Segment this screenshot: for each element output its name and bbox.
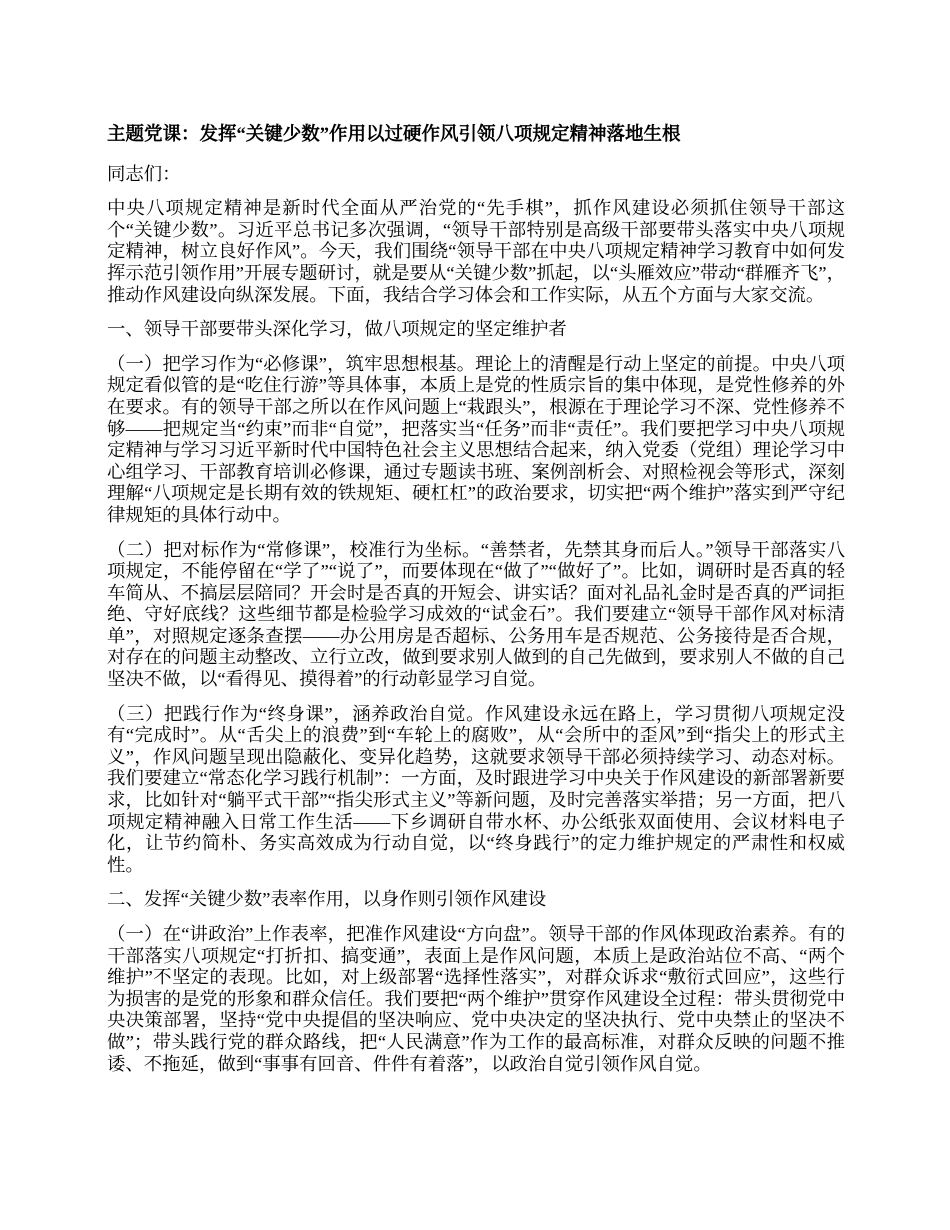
section-1-paragraph-2: （二）把对标作为“常修课”，校准行为坐标。“善禁者，先禁其身而后人。”领导干部落实八项规定，不能停留在“学了”“说了”，而要体现在“做了”“做好了”。比如，调研时是否真的轻车简从、不搞层层陪同？开会时是否真的开短会、讲实话？面对礼品礼金时是否真的严词拒绝、守好底线？这些细节都是检验学习成效的“试金石”。我们要建立“领导干部作风对标清单”，对照规定逐条查摆——办公用房是否超标、公务用车是否规范、公务接待是否合规，对存在的问题主动整改、立行立改，做到要求别人做到的自己先做到，要求别人不做的自己坚决不做，以“看得见、摸得着”的行动彰显学习自觉。	[107, 539, 845, 690]
intro-paragraph: 中央八项规定精神是新时代全面从严治党的“先手棋”，抓作风建设必须抓住领导干部这个“关键少数”。习近平总书记多次强调，“领导干部特别是高级干部要带头落实中央八项规定精神，树立良好作风”。今天，我们围绕“领导干部在中央八项规定精神学习教育中如何发挥示范引领作用”开展专题研讨，就是要从“关键少数”抓起，以“头雁效应”带动“群雁齐飞”，推动作风建设向纵深发展。下面，我结合学习体会和工作实际，从五个方面与大家交流。	[107, 198, 845, 305]
document-content	[107, 125, 845, 1088]
section-2-paragraph-1: （一）在“讲政治”上作表率，把准作风建设“方向盘”。领导干部的作风体现政治素养。有的干部落实八项规定“打折扣、搞变通”，表面上是作风问题，本质上是政治站位不高、“两个维护”不坚定的表现。比如，对上级部署“选择性落实”，对群众诉求“敷衍式回应”，这些行为损害的是党的形象和群众信任。我们要把“两个维护”贯穿作风建设全过程：带头贯彻党中央决策部署，坚持“党中央提倡的坚决响应、党中央决定的坚决执行、党中央禁止的坚决不做”；带头践行党的群众路线，把“人民满意”作为工作的最高标准，对群众反映的问题不推诿、不拖延，做到“事事有回音、件件有着落”，以政治自觉引领作风自觉。	[107, 924, 845, 1074]
section-2-heading: 二、发挥“关键少数”表率作用，以身作则引领作风建设	[107, 889, 547, 910]
section-1-heading: 一、领导干部要带头深化学习，做八项规定的坚定维护者	[107, 319, 567, 340]
document-title: 主题党课：发挥“关键少数”作用以过硬作风引领八项规定精神落地生根	[107, 125, 681, 145]
salutation: 同志们：	[107, 163, 181, 184]
section-1-paragraph-1: （一）把学习作为“必修课”，筑牢思想根基。理论上的清醒是行动上坚定的前提。中央八项规定看似管的是“吃住行游”等具体事，本质上是党的性质宗旨的集中体现，是党性修养的外在要求。有的领导干部之所以在作风问题上“栽跟头”，根源在于理论学习不深、党性修养不够——把规定当“约束”而非“自觉”，把落实当“任务”而非“责任”。我们要把学习中央八项规定精神与学习习近平新时代中国特色社会主义思想结合起来，纳入党委（党组）理论学习中心组学习、干部教育培训必修课，通过专题读书班、案例剖析会、对照检视会等形式，深刻理解“八项规定是长期有效的铁规矩、硬杠杠”的政治要求，切实把“两个维护”落实到严守纪律规矩的具体行动中。	[107, 353, 845, 525]
section-1-paragraph-3: （三）把践行作为“终身课”，涵养政治自觉。作风建设永远在路上，学习贯彻八项规定没有“完成时”。从“舌尖上的浪费”到“车轮上的腐败”，从“会所中的歪风”到“指尖上的形式主义”，作风问题呈现出隐蔽化、变异化趋势，这就要求领导干部必须持续学习、动态对标。我们要建立“常态化学习践行机制”：一方面，及时跟进学习中央关于作风建设的新部署新要求，比如针对“躺平式干部”“指尖形式主义”等新问题，及时完善落实举措；另一方面，把八项规定精神融入日常工作生活——下乡调研自带水杯、办公纸张双面使用、会议材料电子化，让节约简朴、务实高效成为行动自觉，以“终身践行”的定力维护规定的严肃性和权威性。	[107, 703, 845, 875]
